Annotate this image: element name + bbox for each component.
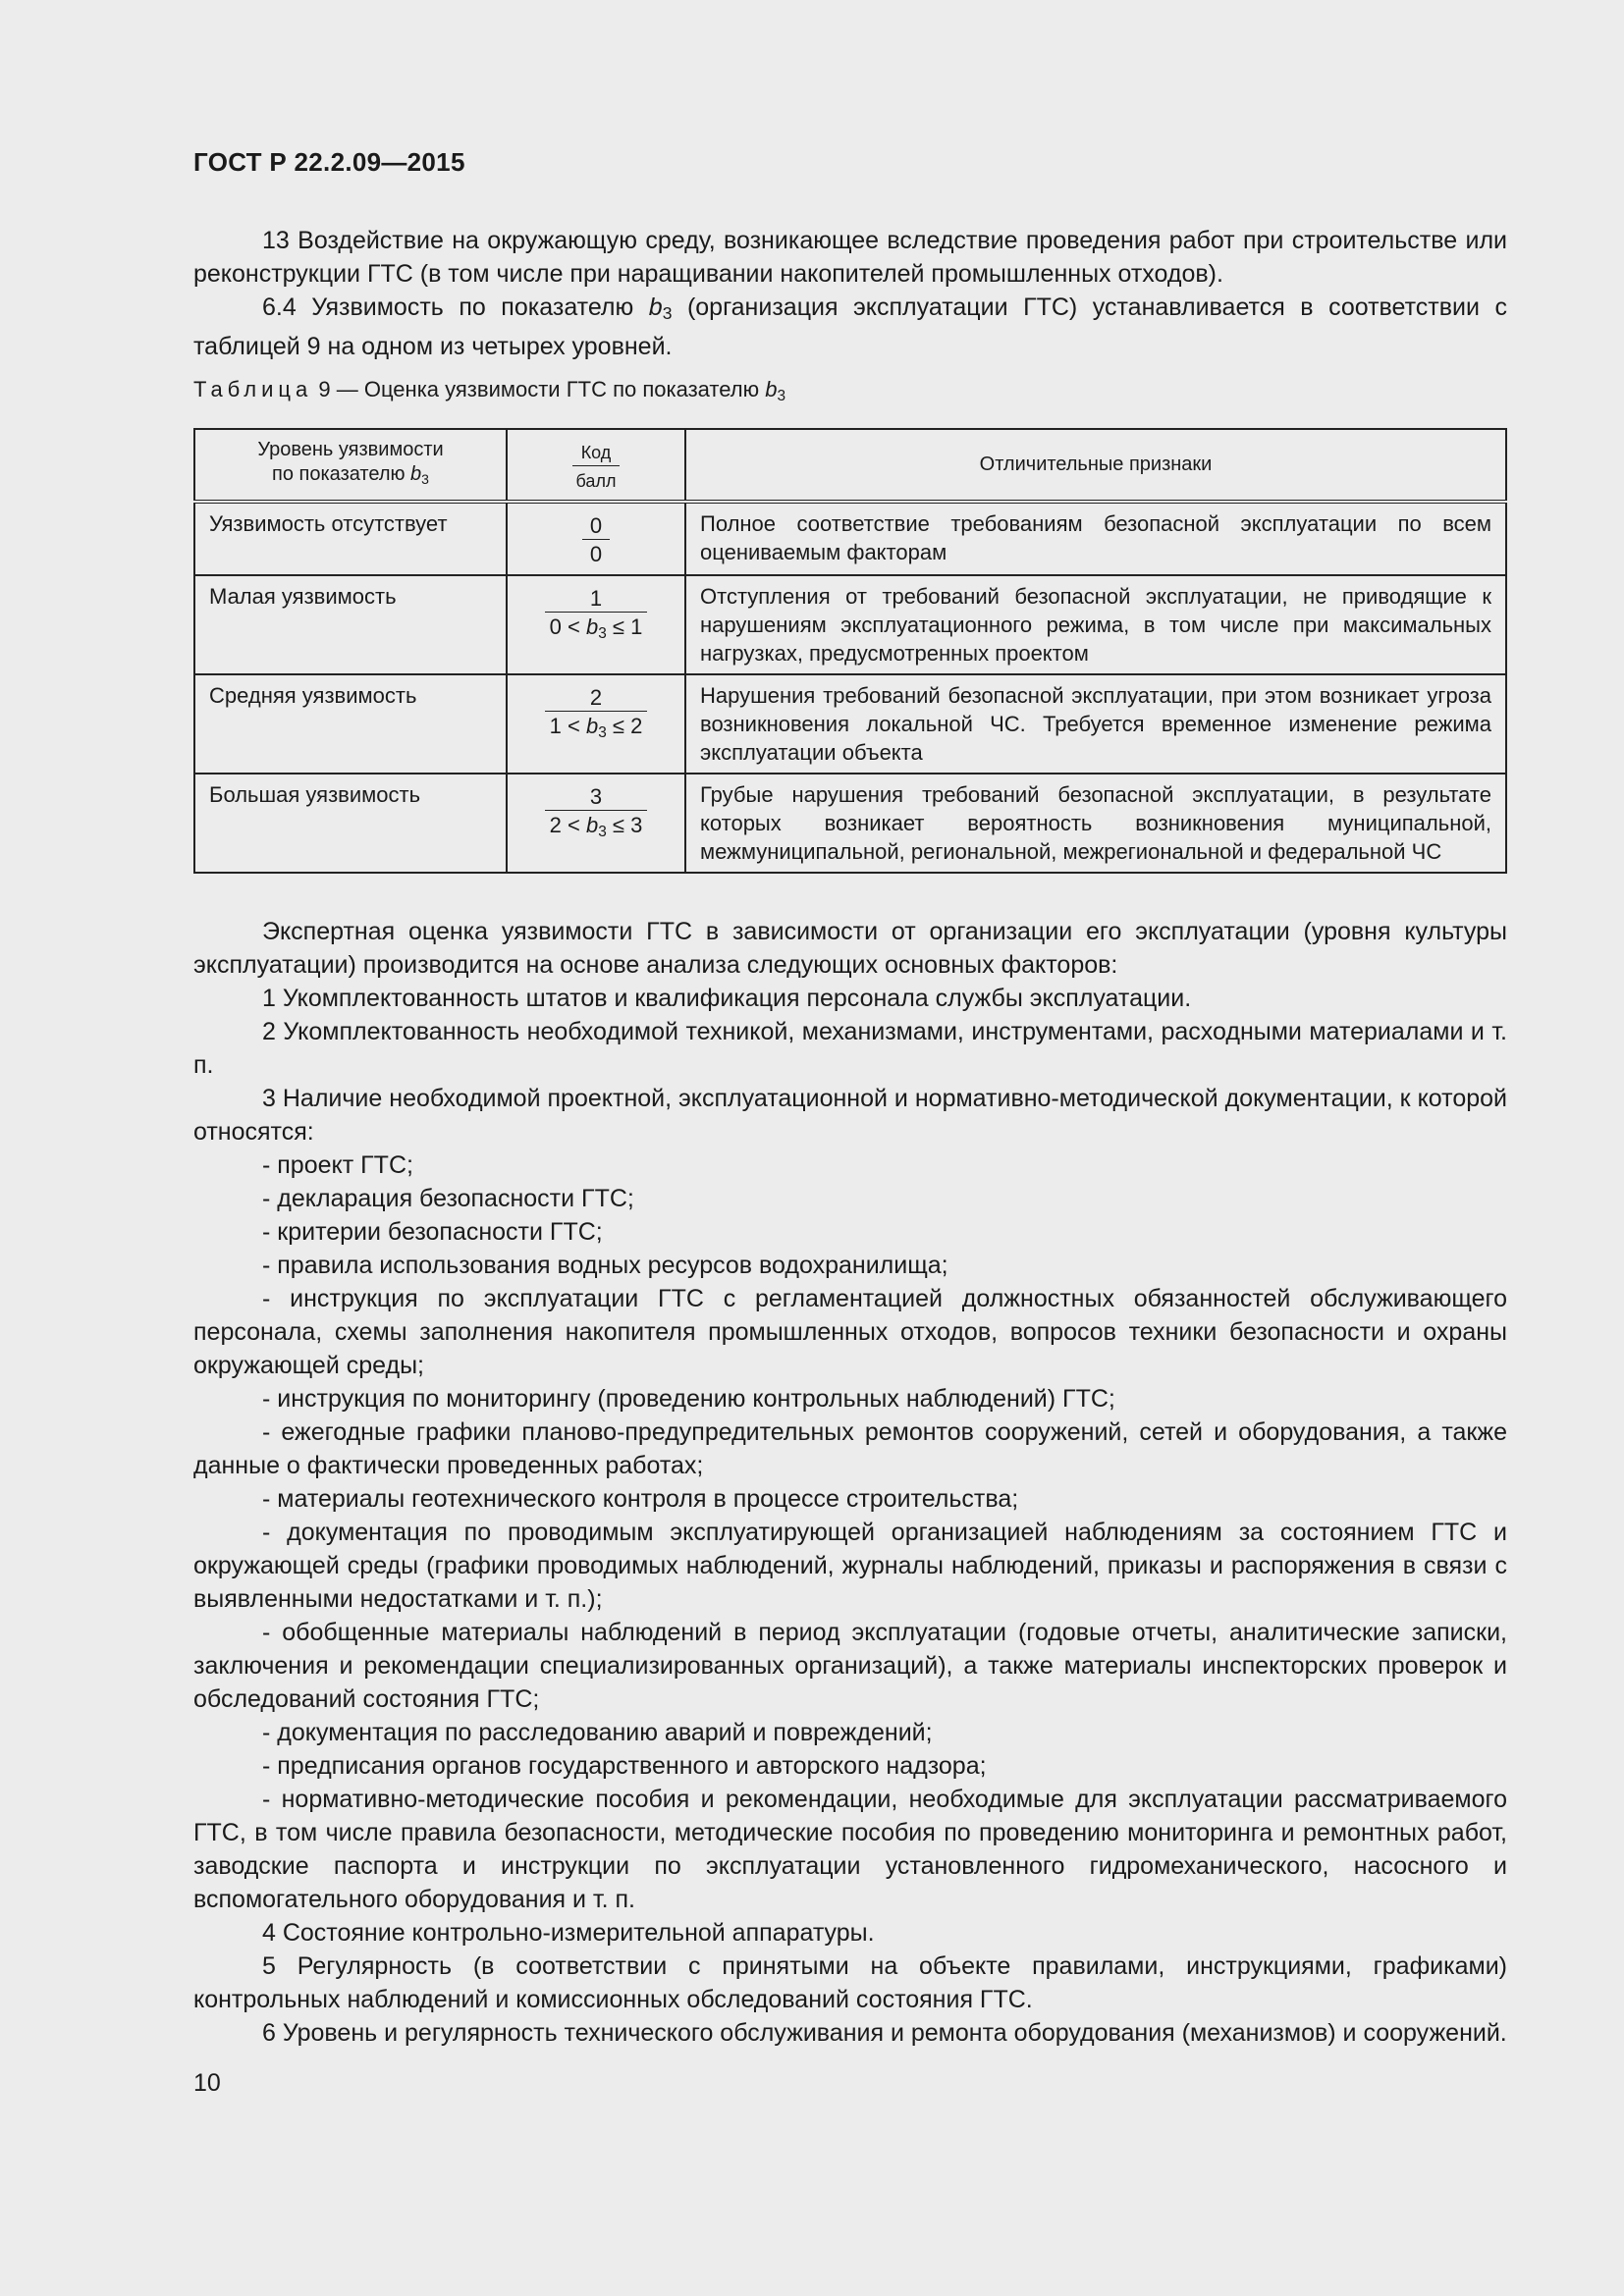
cell-level: Малая уязвимость: [194, 575, 507, 674]
factor-6: 6 Уровень и регулярность технического обслуживания и ремонта оборудования (механизмов) и сооружений.: [262, 2019, 1507, 2047]
factor-3: 3 Наличие необходимой проектной, эксплуатационной и нормативно-методической документации, к которой относятся:: [193, 1085, 1507, 1146]
table-row: [194, 575, 1506, 674]
paragraph-6-4: 6.4 Уязвимость по показателю $b_3$ (организация эксплуатации ГТС) устанавливается в соответствии с таблицей 9 на одном из четырех уровней.: [193, 294, 1507, 360]
list-item: - инструкция по эксплуатации ГТС с регламентацией должностных обязанностей обслуживающего персонала, схемы заполнения накопителя промышленных отходов, вопросов техники безопасности и охраны окружающей среды;: [193, 1285, 1507, 1379]
table-row: [194, 774, 1506, 873]
list-item: - инструкция по мониторингу (проведению контрольных наблюдений) ГТС;: [262, 1385, 1115, 1413]
cell-description: Отступления от требований безопасной эксплуатации, не приводящие к нарушениям эксплуатационного режима, в том числе при максимальных нагрузках, предусмотренных проектом: [685, 575, 1506, 674]
list-item: - документация по расследованию аварий и повреждений;: [262, 1719, 933, 1746]
factor-1: 1 Укомплектованность штатов и квалификация персонала службы эксплуатации.: [262, 985, 1192, 1012]
list-item: - документация по проводимым эксплуатирующей организацией наблюдениям за состоянием ГТС и окружающей среды (графики проводимых наблюдений, журналы наблюдений, приказы и распоряжения в связи с выявленными недостатками и т. п.);: [193, 1519, 1507, 1613]
header-features: Отличительные признаки: [685, 429, 1506, 502]
list-item: - критерии безопасности ГТС;: [262, 1218, 603, 1246]
table-row: [194, 674, 1506, 774]
header-level: Уровень уязвимости по показателю $b_3$: [194, 429, 507, 502]
list-item: - предписания органов государственного и авторского надзора;: [262, 1752, 987, 1780]
paragraph-expert: Экспертная оценка уязвимости ГТС в зависимости от организации его эксплуатации (уровня культуры эксплуатации) производится на основе анализа следующих основных факторов:: [193, 918, 1507, 979]
cell-description: Полное соответствие требованиям безопасной эксплуатации по всем оцениваемым факторам: [685, 502, 1506, 575]
main-section: [193, 915, 1507, 2050]
list-item: - декларация безопасности ГТС;: [262, 1185, 634, 1212]
list-item: - материалы геотехнического контроля в процессе строительства;: [262, 1485, 1019, 1513]
list-item: - проект ГТС;: [262, 1151, 413, 1179]
document-header: ГОСТ Р 22.2.09—2015: [193, 147, 465, 177]
list-item: - обобщенные материалы наблюдений в период эксплуатации (годовые отчеты, аналитические записки, заключения и рекомендации специализированных организаций), а также материалы инспекторских проверок и обследований состояния ГТС;: [193, 1619, 1507, 1713]
table-row: [194, 502, 1506, 575]
cell-code-score: $\frac{3}{2 < b_3 \le 3}$: [507, 774, 685, 873]
cell-code-score: $\frac{0}{0}$: [507, 502, 685, 575]
cell-code-score: $\frac{2}{1 < b_3 \le 2}$: [507, 674, 685, 774]
factor-4: 4 Состояние контрольно-измерительной аппаратуры.: [262, 1919, 875, 1947]
cell-description: Нарушения требований безопасной эксплуатации, при этом возникает угроза возникновения локальной ЧС. Требуется временное изменение режима эксплуатации объекта: [685, 674, 1506, 774]
cell-level: Средняя уязвимость: [194, 674, 507, 774]
cell-description: Грубые нарушения требований безопасной эксплуатации, в результате которых возникает вероятность возникновения муниципальной, межмуниципальной, региональной, межрегиональной и федеральной ЧС: [685, 774, 1506, 873]
cell-level: Большая уязвимость: [194, 774, 507, 873]
header-code-score: $\frac{\text{Код}}{\text{балл}}$: [507, 429, 685, 502]
list-item: - ежегодные графики планово-предупредительных ремонтов сооружений, сетей и оборудования, а также данные о фактически проведенных работах;: [193, 1418, 1507, 1479]
intro-section: [193, 224, 1507, 363]
vulnerability-table: [193, 428, 1507, 874]
cell-level: Уязвимость отсутствует: [194, 502, 507, 575]
cell-code-score: $\frac{1}{0 < b_3 \le 1}$: [507, 575, 685, 674]
list-item: - нормативно-методические пособия и рекомендации, необходимые для эксплуатации рассматриваемого ГТС, в том числе правила безопасности, методические пособия по проведению мониторинга и ремонтных работ, заводские паспорта и инструкции по эксплуатации установленного гидромеханического, насосного и вспомогательного оборудования и т. п.: [193, 1786, 1507, 1913]
paragraph-item-13: 13 Воздействие на окружающую среду, возникающее вследствие проведения работ при строительстве или реконструкции ГТС (в том числе при наращивании накопителей промышленных отходов).: [193, 227, 1507, 288]
table-caption: Таблица 9 — Оценка уязвимости ГТС по показателю $b_3$: [193, 377, 786, 404]
factor-2: 2 Укомплектованность необходимой техникой, механизмами, инструментами, расходными материалами и т. п.: [193, 1018, 1507, 1079]
page-number: 10: [193, 2069, 221, 2097]
factor-5: 5 Регулярность (в соответствии с принятыми на объекте правилами, инструкциями, графиками) контрольных наблюдений и комиссионных обследований состояния ГТС.: [193, 1952, 1507, 2013]
table-header-row: [194, 429, 1506, 502]
list-item: - правила использования водных ресурсов водохранилища;: [262, 1252, 948, 1279]
